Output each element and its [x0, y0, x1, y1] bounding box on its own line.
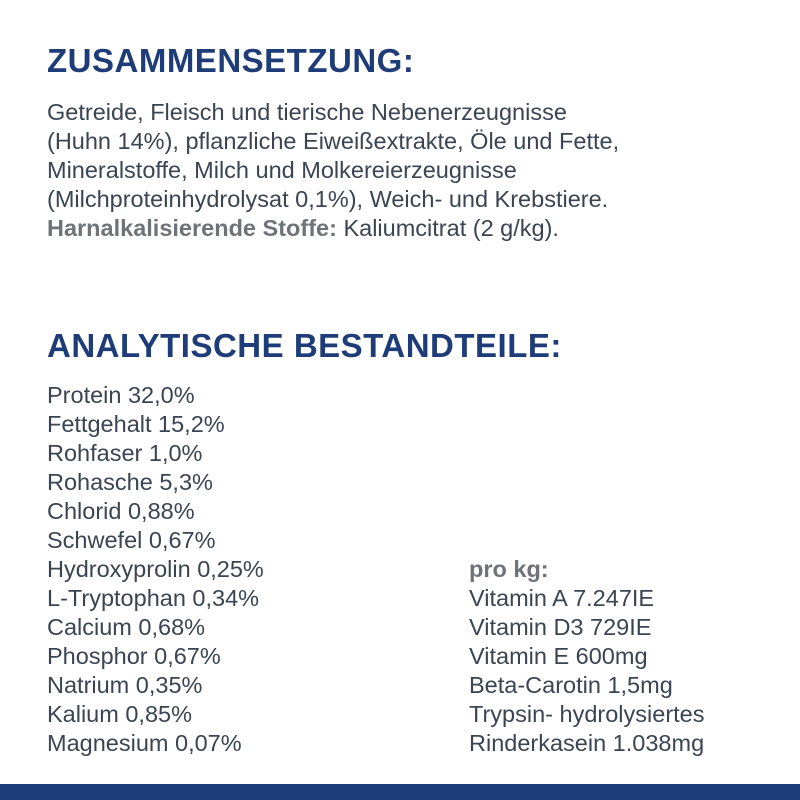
- additive-line: [47, 214, 787, 243]
- per-kg-item: Vitamin A 7.247IE: [469, 585, 655, 611]
- analytic-item: Protein 32,0%: [47, 382, 195, 408]
- composition-text: [47, 98, 787, 243]
- analytic-item: Hydroxyprolin 0,25%: [47, 556, 264, 582]
- analytic-heading: ANALYTISCHE BESTANDTEILE:: [47, 327, 562, 364]
- composition-line: (Milchproteinhydrolysat 0,1%), Weich- und Krebstiere.: [47, 186, 609, 212]
- additive-label: Harnalkalisierende Stoffe:: [47, 215, 337, 241]
- analytic-item: Rohfaser 1,0%: [47, 440, 203, 466]
- analytic-item: L-Tryptophan 0,34%: [47, 585, 260, 611]
- per-kg-item: Vitamin E 600mg: [469, 643, 648, 669]
- analytic-item: Natrium 0,35%: [47, 672, 203, 698]
- analytic-item: Kalium 0,85%: [47, 701, 192, 727]
- per-kg-item: Vitamin D3 729IE: [469, 614, 652, 640]
- analytic-item: Calcium 0,68%: [47, 614, 206, 640]
- analytic-item: Fettgehalt 15,2%: [47, 411, 225, 437]
- composition-line: (Huhn 14%), pflanzliche Eiweißextrakte, Öle und Fette,: [47, 128, 620, 154]
- per-kg-list: [469, 555, 705, 758]
- analytic-item: Phosphor 0,67%: [47, 643, 221, 669]
- bottom-bar: [0, 784, 800, 800]
- additive-value: Kaliumcitrat (2 g/kg).: [336, 215, 559, 241]
- composition-line: Mineralstoffe, Milch und Molkereierzeugnisse: [47, 157, 517, 183]
- analytic-item: Rohasche 5,3%: [47, 469, 213, 495]
- composition-line: Getreide, Fleisch und tierische Nebenerzeugnisse: [47, 99, 567, 125]
- composition-heading: ZUSAMMENSETZUNG:: [47, 42, 415, 79]
- analytic-item: Magnesium 0,07%: [47, 730, 242, 756]
- analytic-list: [47, 381, 264, 758]
- per-kg-item: Beta-Carotin 1,5mg: [469, 672, 673, 698]
- analytic-item: Schwefel 0,67%: [47, 527, 216, 553]
- analytic-item: Chlorid 0,88%: [47, 498, 195, 524]
- per-kg-label: pro kg:: [469, 556, 549, 582]
- per-kg-item: Rinderkasein 1.038mg: [469, 730, 705, 756]
- per-kg-item: Trypsin- hydrolysiertes: [469, 701, 705, 727]
